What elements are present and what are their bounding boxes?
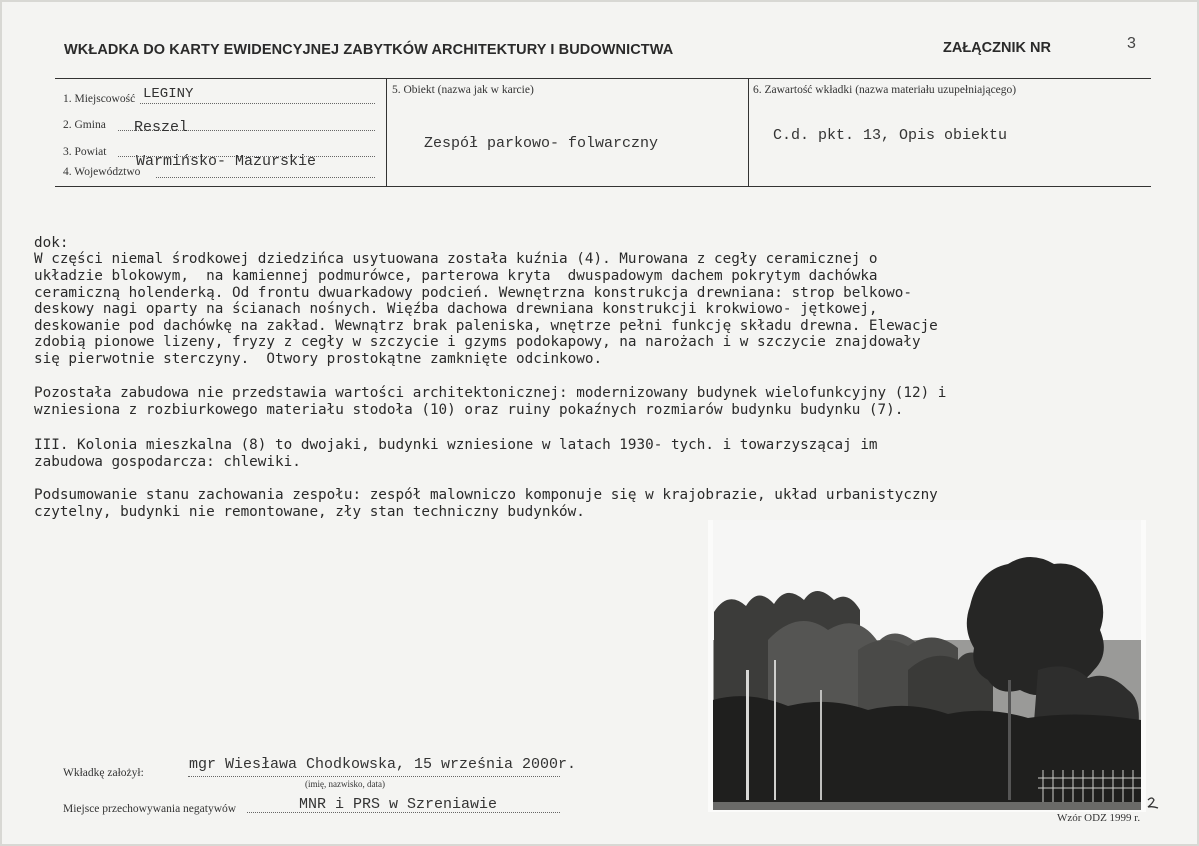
object-label: 5. Obiekt (nazwa jak w karcie) [392,84,534,96]
miejscowosc-label: 1. Miejscowość [63,93,136,105]
gmina-value: Reszel [134,119,189,136]
negatives-value: MNR i PRS w Szreniawie [299,796,498,813]
text-line: zabudowa gospodarcza: chlewiki. [34,454,301,470]
powiat-label: 3. Powiat [63,146,107,158]
text-line: się pierwotnie sterczyny. Otwory prostokątne zamknięte odcinkowo. [34,351,603,367]
text-line: układzie blokowym, na kamiennej podmurówce, parterowa kryta dwuspadowym dachem pokrytym dachówka [34,268,878,284]
contents-label: 6. Zawartość wkładki (nazwa materiału uzupełniającego) [753,84,1017,96]
text-line: III. Kolonia mieszkalna (8) to dwojaki, budynki wzniesione w latach 1930- tych. i towarzyszącaj im [34,437,878,453]
text-line: czytelny, budynki nie remontowane, zły stan techniczny budynków. [34,504,585,520]
gmina-label: 2. Gmina [63,119,106,131]
text-line: ceramiczną holenderką. Od frontu dwuarkadowy podcień. Wewnętrzna konstrukcja drewniana: strop belkowo- [34,285,912,301]
text-line: deskowanie pod dachówkę na zakład. Wewnątrz brak paleniska, wnętrze pełni funkcję składu drewna. Elewacje [34,318,938,334]
author-label: Wkładkę założył: [63,767,144,779]
text-line: Podsumowanie stanu zachowania zespołu: zespół malowniczo komponuje się w krajobrazie, układ urbanistyczny [34,487,938,503]
annex-label: ZAŁĄCZNIK NR [943,40,1051,56]
text-line: dok: [34,235,69,251]
text-line: wzniesiona z rozbiurkowego materiału stodoła (10) oraz ruiny pokaźnych rozmiarów budynku budynku (7). [34,402,904,418]
wojewodztwo-dots [156,177,375,178]
text-line: zdobią pionowe lizeny, fryzy z cegły w szczycie i gzyms podokapowy, na narożach i w szczycie znajdowały [34,334,921,350]
author-hint: (imię, nazwisko, data) [305,779,385,789]
form-divider-1 [386,78,387,186]
handwritten-mark-icon [1146,796,1160,810]
form-bottom-border [55,186,1151,187]
form-code: Wzór ODZ 1999 r. [1057,812,1141,824]
wojewodztwo-label: 4. Województwo [63,166,141,178]
negatives-label: Miejsce przechowywania negatywów [63,803,237,815]
form-divider-2 [748,78,749,186]
object-value: Zespół parkowo- folwarczny [424,135,659,152]
contents-value: C.d. pkt. 13, Opis obiektu [773,127,1008,144]
author-value: mgr Wiesława Chodkowska, 15 września 2000r. [189,756,577,773]
annex-number: 3 [1127,35,1136,52]
wojewodztwo-value: Warmińsko- Mazurskie [136,153,317,170]
author-dots [188,776,560,777]
site-photo [708,520,1146,812]
miejscowosc-dots [140,103,375,104]
text-line: deskowy nagi oparty na ścianach nośnych. Więźba dachowa drewniana konstrukcji krokwiowo- jętkowej, [34,301,878,317]
form-top-border [55,78,1151,79]
text-line: Pozostała zabudowa nie przedstawia wartości architektonicznej: modernizowany budynek wielofunkcyjny (12) i [34,385,947,401]
document-title: WKŁADKA DO KARTY EWIDENCYJNEJ ZABYTKÓW ARCHITEKTURY I BUDOWNICTWA [64,42,674,58]
miejscowosc-value: LEGINY [143,86,194,102]
text-line: W części niemal środkowej dziedzińca usytuowana została kuźnia (4). Murowana z cegły ceramicznej o [34,251,878,267]
